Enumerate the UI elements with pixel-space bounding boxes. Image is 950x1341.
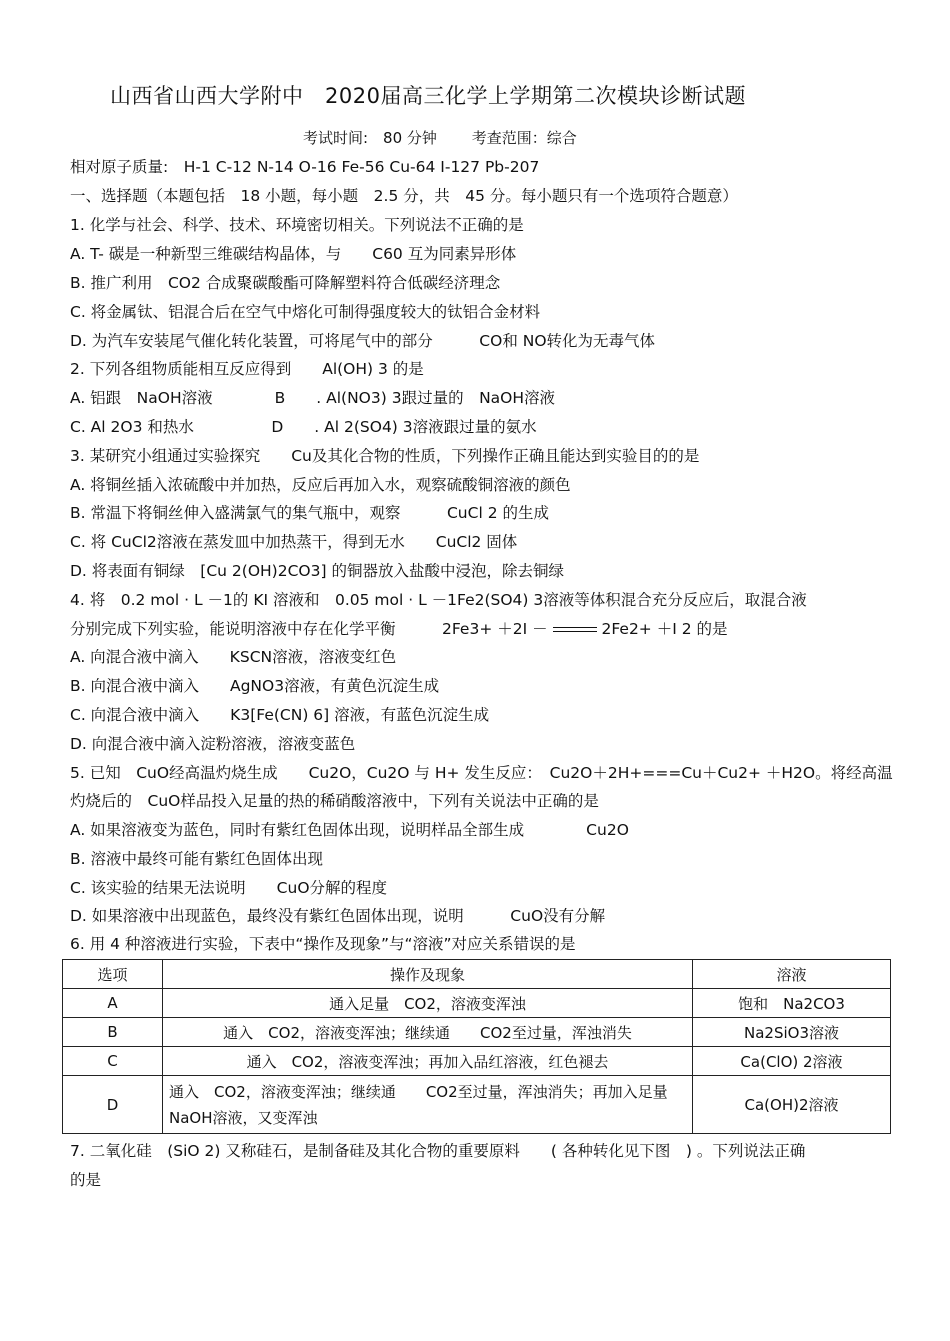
question-3-option-b: B. 常温下将铜丝伸入盛满氯气的集气瓶中，观察 CuCl 2 的生成 (70, 504, 549, 522)
table-cell-operation: 通入 CO2，溶液变浑浊；继续通 CO2至过量，浑浊消失；再加入足量 NaOH溶液，又变浑浊 (163, 1076, 693, 1134)
table-cell-solution: Ca(OH)2溶液 (693, 1076, 891, 1134)
table-row (63, 989, 891, 1018)
table-cell-option: A (63, 989, 163, 1018)
question-4-stem-line2 (70, 619, 728, 639)
exam-time: 考试时间: 80 分钟 (303, 129, 437, 147)
atomic-masses: 相对原子质量: H-1 C-12 N-14 O-16 Fe-56 Cu-64 I-127 Pb-207 (70, 158, 540, 176)
table-cell-solution: Na2SiO3溶液 (693, 1018, 891, 1047)
section-heading: 一、选择题（本题包括 18 小题，每小题 2.5 分，共 45 分。每小题只有一个选项符合题意） (70, 187, 738, 205)
question-4-equation-right: 2Fe2+ ＋I 2 的是 (601, 620, 728, 638)
table-cell-operation: 通入 CO2，溶液变浑浊；再加入品红溶液，红色褪去 (163, 1047, 693, 1076)
table-row (63, 1047, 891, 1076)
question-1-stem: 1. 化学与社会、科学、技术、环境密切相关。下列说法不正确的是 (70, 216, 524, 234)
table-cell-option: B (63, 1018, 163, 1047)
table-row (63, 1018, 891, 1047)
question-2-options-cd: C. Al 2O3 和热水 D . Al 2(SO4) 3溶液跟过量的氨水 (70, 418, 537, 436)
table-row (63, 1076, 891, 1134)
exam-scope: 考查范围：综合 (471, 129, 577, 147)
table-header-cell: 选项 (63, 960, 163, 989)
question-1-option-c: C. 将金属钛、铝混合后在空气中熔化可制得强度较大的钛铝合金材料 (70, 303, 541, 321)
table-header-row (63, 960, 891, 989)
question-4-equation-left: 分别完成下列实验，能说明溶液中存在化学平衡 2Fe3+ ＋2I － (70, 620, 548, 638)
equilibrium-arrow-icon (553, 625, 597, 635)
question-2-options-ab: A. 铝跟 NaOH溶液 B . Al(NO3) 3跟过量的 NaOH溶液 (70, 389, 556, 407)
table-cell-operation: 通入 CO2，溶液变浑浊；继续通 CO2至过量，浑浊消失 (163, 1018, 693, 1047)
exam-meta (303, 128, 607, 148)
question-5-option-b: B. 溶液中最终可能有紫红色固体出现 (70, 850, 323, 868)
table-cell-solution: 饱和 Na2CO3 (693, 989, 891, 1018)
table-header-cell: 操作及现象 (163, 960, 693, 989)
question-1-option-b: B. 推广利用 CO2 合成聚碳酸酯可降解塑料符合低碳经济理念 (70, 274, 501, 292)
question-7-stem-line2: 的是 (70, 1171, 102, 1189)
question-5-stem-line1: 5. 已知 CuO经高温灼烧生成 Cu2O，Cu2O 与 H+ 发生反应： Cu2O＋2H+===Cu＋Cu2+ ＋H2O。将经高温 (70, 764, 893, 782)
question-6-stem: 6. 用 4 种溶液进行实验，下表中“操作及现象”与“溶液”对应关系错误的是 (70, 935, 576, 953)
table-cell-solution: Ca(ClO) 2溶液 (693, 1047, 891, 1076)
question-2-stem: 2. 下列各组物质能相互反应得到 Al(OH) 3 的是 (70, 360, 424, 378)
question-5-option-d: D. 如果溶液中出现蓝色，最终没有紫红色固体出现，说明 CuO没有分解 (70, 907, 606, 925)
table-header-cell: 溶液 (693, 960, 891, 989)
question-4-option-b: B. 向混合液中滴入 AgNO3溶液，有黄色沉淀生成 (70, 677, 440, 695)
question-4-option-d: D. 向混合液中滴入淀粉溶液，溶液变蓝色 (70, 735, 356, 753)
table-cell-option: D (63, 1076, 163, 1134)
question-4-option-a: A. 向混合液中滴入 KSCN溶液，溶液变红色 (70, 648, 397, 666)
question-3-option-a: A. 将铜丝插入浓硫酸中并加热，反应后再加入水，观察硫酸铜溶液的颜色 (70, 476, 571, 494)
question-3-option-d: D. 将表面有铜绿 [Cu 2(OH)2CO3] 的铜器放入盐酸中浸泡，除去铜绿 (70, 562, 564, 580)
question-4-option-c: C. 向混合液中滴入 K3[Fe(CN) 6] 溶液，有蓝色沉淀生成 (70, 706, 490, 724)
question-4-stem-line1: 4. 将 0.2 mol · L －1的 KI 溶液和 0.05 mol · L －1Fe2(SO4) 3溶液等体积混合充分反应后，取混合液 (70, 591, 807, 609)
table-cell-operation: 通入足量 CO2，溶液变浑浊 (163, 989, 693, 1018)
table-cell-option: C (63, 1047, 163, 1076)
question-1-option-d: D. 为汽车安装尾气催化转化装置，可将尾气中的部分 CO和 NO转化为无毒气体 (70, 332, 656, 350)
question-1-option-a: A. T- 碳是一种新型三维碳结构晶体，与 C60 互为同素异形体 (70, 245, 517, 263)
question-3-stem: 3. 某研究小组通过实验探究 Cu及其化合物的性质，下列操作正确且能达到实验目的的是 (70, 447, 700, 465)
question-6-table (62, 959, 891, 1134)
question-5-option-a: A. 如果溶液变为蓝色，同时有紫红色固体出现，说明样品全部生成 Cu2O (70, 821, 629, 839)
question-3-option-c: C. 将 CuCl2溶液在蒸发皿中加热蒸干，得到无水 CuCl2 固体 (70, 533, 518, 551)
question-5-option-c: C. 该实验的结果无法说明 CuO分解的程度 (70, 879, 388, 897)
question-5-stem-line2: 灼烧后的 CuO样品投入足量的热的稀硝酸溶液中，下列有关说法中正确的是 (70, 792, 599, 810)
page-title: 山西省山西大学附中 2020届高三化学上学期第二次模块诊断试题 (110, 84, 746, 108)
question-7-stem-line1: 7. 二氧化硅 (SiO 2) 又称硅石，是制备硅及其化合物的重要原料 ( 各种转化见下图 ) 。下列说法正确 (70, 1142, 806, 1160)
